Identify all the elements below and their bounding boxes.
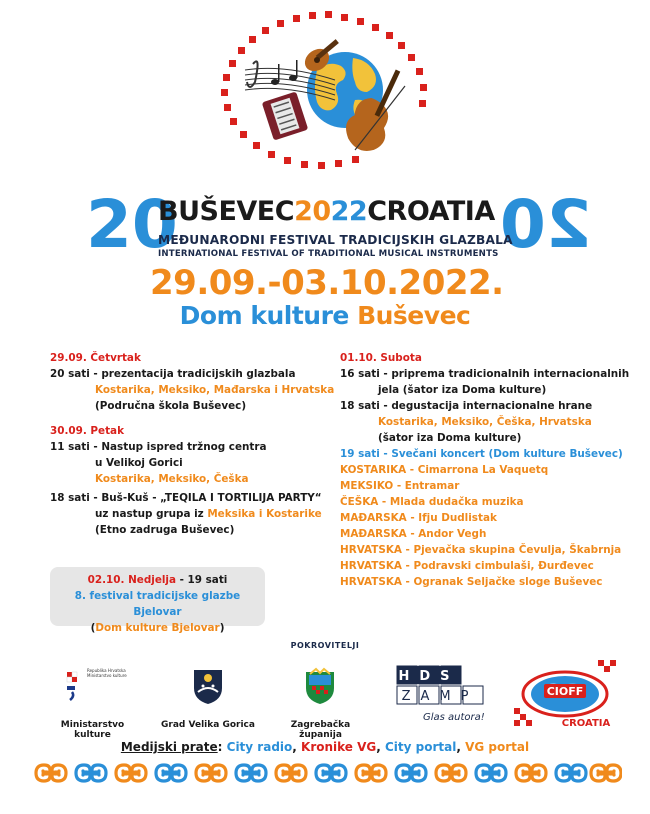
festival-logo xyxy=(205,8,445,173)
sunday-date: 02.10. Nedjelja xyxy=(87,574,176,586)
sunday-time: - 19 sati xyxy=(176,574,228,586)
event-line: 18 sati - Buš-Kuš - „TEQILA I TORTILIJA PARTY“ xyxy=(50,492,322,504)
event-line: 11 sati - Nastup ispred tržnog centra xyxy=(50,441,267,453)
number-20-right-mirrored: 20 xyxy=(500,186,592,263)
media-kronike-vg: Kronike VG xyxy=(301,740,377,754)
subtitle-english: INTERNATIONAL FESTIVAL OF TRADITIONAL MUSICAL INSTRUMENTS xyxy=(158,249,499,259)
performer-item: MAĐARSKA - Andor Vegh xyxy=(340,528,487,540)
ministry-small-text: Republika Hrvatska Ministarstvo kulture xyxy=(87,668,127,678)
program-left-column xyxy=(50,350,335,538)
hds-text: HDS xyxy=(398,669,460,684)
sponsor-velika-gorica xyxy=(158,666,258,730)
sunday-heading xyxy=(50,572,265,588)
sponsors-heading: POKROVITELJI xyxy=(290,641,360,650)
media-city-portal: City portal xyxy=(385,740,457,754)
program-right-column xyxy=(340,350,630,590)
cioff-logo xyxy=(510,656,625,734)
music-notes-icon xyxy=(271,60,298,85)
day-heading-thursday: 29.09. Četvrtak xyxy=(50,352,141,364)
sponsor-zagrebacka-zupanija xyxy=(268,666,373,740)
sponsor-cioff xyxy=(510,656,625,734)
festival-dates: 29.09.-03.10.2022. xyxy=(150,263,504,303)
number-20-left: 20 xyxy=(86,186,178,263)
event-line-countries: Meksika i Kostarike xyxy=(207,508,322,520)
sponsor-label: Ministarstvo kulture xyxy=(60,720,125,740)
performer-item: MAĐARSKA - Ifju Dudlistak xyxy=(340,512,497,524)
media-vg-portal: VG portal xyxy=(465,740,530,754)
day-heading-friday: 30.09. Petak xyxy=(50,425,124,437)
ornamental-border xyxy=(32,762,622,784)
sponsor-label: Zagrebačka županija xyxy=(290,720,351,740)
velika-gorica-crest-icon xyxy=(158,666,258,706)
zagreb-county-crest-icon xyxy=(268,666,373,706)
sponsor-label: Grad Velika Gorica xyxy=(161,720,255,730)
festival-title xyxy=(158,198,498,225)
media-label: Medijski prate xyxy=(120,740,218,754)
cioff-text: CIOFF xyxy=(546,685,584,698)
countries-line: Kostarika, Meksiko, Mađarska i Hrvatska xyxy=(95,384,335,396)
venue-dom-kulture: Dom kulture xyxy=(179,301,349,330)
media-city-radio: City radio xyxy=(226,740,293,754)
performer-item: KOSTARIKA - Cimarrona La Vaquetq xyxy=(340,464,549,476)
cioff-country: CROATIA xyxy=(561,718,611,729)
event-line: 20 sati - prezentacija tradicijskih glazbala xyxy=(50,368,296,380)
sunday-place: Dom kulture Bjelovar xyxy=(95,622,220,634)
sunday-event-box xyxy=(50,567,265,634)
accordion-icon xyxy=(262,91,309,140)
day-heading-saturday: 01.10. Subota xyxy=(340,352,422,364)
media-partners: Medijski prate: City radio, Kronike VG, City portal, VG portal xyxy=(120,740,530,754)
performer-item: HRVATSKA - Podravski cimbulaši, Đurđevec xyxy=(340,560,594,572)
performer-item: MEKSIKO - Entramar xyxy=(340,480,460,492)
location-line: u Velikoj Gorici xyxy=(95,457,183,469)
festival-logo-art xyxy=(205,8,445,173)
performer-item: HRVATSKA - Pjevačka skupina Čevulja, Škabrnja xyxy=(340,544,622,556)
hds-slogan: Glas autora! xyxy=(423,712,485,723)
event-line-prefix: uz nastup grupa iz xyxy=(95,508,208,520)
title-busevec: BUŠEVEC xyxy=(158,196,295,227)
sponsor-ministry xyxy=(45,666,140,740)
event-line: 16 sati - priprema tradicionalnih internacionalnih xyxy=(340,368,630,380)
event-line: 18 sati - degustacija internacionalne hrane xyxy=(340,400,593,412)
subtitle-croatian: MEĐUNARODNI FESTIVAL TRADICIJSKIH GLAZBALA xyxy=(158,233,513,247)
location-line: (Područna škola Buševec) xyxy=(95,400,247,412)
festival-venue xyxy=(150,301,500,330)
location-line: (Etno zadruga Buševec) xyxy=(95,524,235,536)
title-year-22: 22 xyxy=(330,196,368,227)
zamp-text: ZAMP xyxy=(401,689,479,704)
sunday-event: 8. festival tradicijske glazbe Bjelovar xyxy=(74,590,241,618)
event-line-groups xyxy=(50,506,325,522)
hds-zamp-logo xyxy=(395,664,495,708)
venue-busevec: Buševec xyxy=(357,301,471,330)
sponsor-hds-zamp xyxy=(395,664,495,729)
sunday-location: (Dom kulture Bjelovar) xyxy=(90,622,225,634)
location-line: (šator iza Doma kulture) xyxy=(378,432,522,444)
title-croatia: CROATIA xyxy=(367,196,495,227)
countries-line: Kostarika, Meksiko, Češka, Hrvatska xyxy=(378,416,592,428)
title-year-20: 20 xyxy=(294,196,331,227)
performer-item: HRVATSKA - Ogranak Seljačke sloge Buševec xyxy=(340,576,603,588)
concert-line: 19 sati - Svečani koncert (Dom kulture Buševec) xyxy=(340,448,623,460)
event-line-continued: jela (šator iza Doma kulture) xyxy=(378,384,547,396)
ornament-pattern-icon xyxy=(32,762,622,784)
performer-item: ČEŠKA - Mlada dudačka muzika xyxy=(340,496,524,508)
countries-line: Kostarika, Meksiko, Češka xyxy=(95,473,249,485)
